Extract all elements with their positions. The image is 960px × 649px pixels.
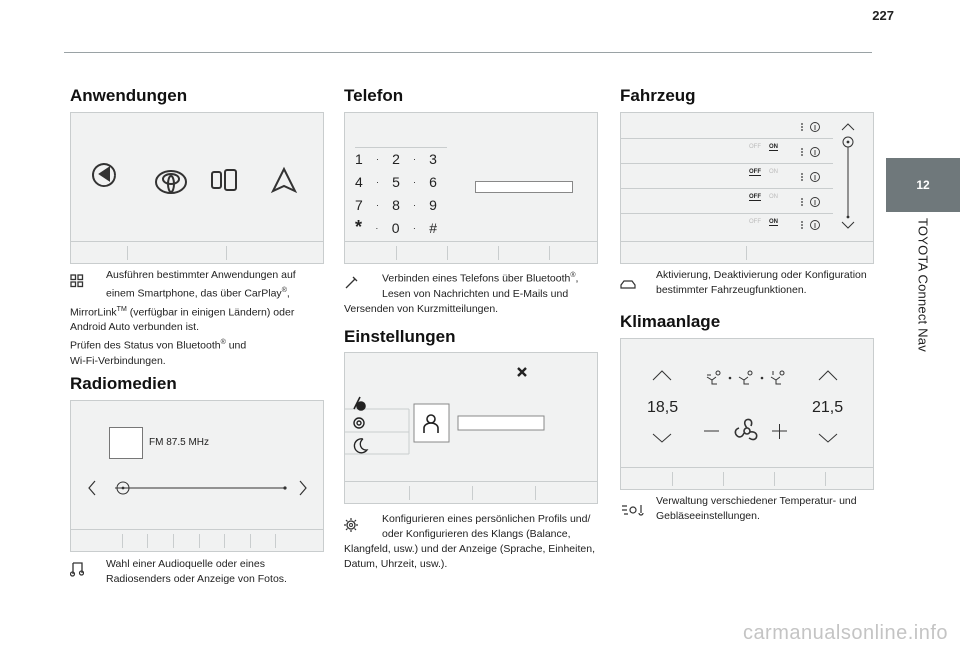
panel-tick xyxy=(825,472,826,486)
keypad xyxy=(355,147,437,239)
panel-tick xyxy=(774,472,775,486)
key[interactable]: 2 xyxy=(392,150,400,167)
anwendungen-description xyxy=(70,268,330,369)
key[interactable]: * xyxy=(355,217,363,237)
panel-rule xyxy=(621,241,873,242)
chapter-tab[interactable] xyxy=(886,158,960,212)
temp-down-right-icon xyxy=(819,434,837,442)
desc-line: Datum, Uhrzeit, usw.). xyxy=(344,558,448,570)
panel-tick xyxy=(672,472,673,486)
panel-tick xyxy=(127,246,128,260)
toggle-off[interactable]: OFF xyxy=(749,219,761,225)
number-display xyxy=(475,181,573,193)
display-settings-icon xyxy=(354,418,364,428)
fan-icon xyxy=(735,419,756,439)
desc-line: Prüfen des Status von Bluetooth® und xyxy=(70,339,247,352)
gear-icon xyxy=(344,518,358,532)
key[interactable]: 1 xyxy=(355,150,363,167)
panel-rule xyxy=(345,241,597,242)
chapter-side-title xyxy=(886,218,960,378)
telefon-description xyxy=(344,268,604,317)
header-rule xyxy=(64,52,872,53)
car-icon xyxy=(620,279,636,291)
panel-rule xyxy=(345,481,597,482)
panel-tick xyxy=(147,534,148,548)
desc-line: bestimmter Fahrzeugfunktionen. xyxy=(656,284,807,296)
temperature-left[interactable]: 18,5 xyxy=(647,399,679,416)
info-icon xyxy=(811,123,820,230)
apps-grid-icon xyxy=(70,274,84,288)
android-auto-icon xyxy=(273,169,295,191)
panel-tick xyxy=(746,246,747,260)
radiomedien-title: Radiomedien xyxy=(70,374,177,393)
toggle-on[interactable]: ON xyxy=(769,144,778,150)
watermark: carmanualsonline.info xyxy=(742,622,948,644)
panel-tick xyxy=(498,246,499,260)
panel-rule xyxy=(621,467,873,468)
panel-tick xyxy=(250,534,251,548)
anwendungen-panel xyxy=(70,112,324,264)
desc-line: Wahl einer Audioquelle oder eines xyxy=(106,558,265,570)
einstellungen-panel xyxy=(344,352,598,504)
desc-line: Lesen von Nachrichten und E-Mails und xyxy=(382,287,569,300)
anwendungen-icons xyxy=(71,113,325,241)
klimaanlage-title: Klimaanlage xyxy=(620,312,721,331)
panel-tick xyxy=(173,534,174,548)
panel-tick xyxy=(535,486,536,500)
desc-line: Verbinden eines Telefons über Bluetooth®, xyxy=(382,272,579,285)
settings-screen xyxy=(345,353,599,481)
fahrzeug-panel xyxy=(620,112,874,264)
toggle-off[interactable]: OFF xyxy=(749,169,761,175)
vehicle-controls xyxy=(621,113,875,241)
more-options-icon xyxy=(801,123,803,229)
key[interactable]: 3 xyxy=(429,150,437,167)
air-distribution-icon xyxy=(707,371,784,384)
keypad-row: 1 · 2 · 3 xyxy=(355,150,437,167)
keypad-separator xyxy=(355,147,447,148)
chevron-up-icon xyxy=(842,124,854,130)
sound-settings-icon xyxy=(354,397,365,410)
desc-line: Android Auto verbunden ist. xyxy=(70,321,200,333)
key[interactable]: # xyxy=(429,219,437,236)
panel-tick xyxy=(472,486,473,500)
key[interactable]: 4 xyxy=(355,173,363,190)
chapter-title: TOYOTA Connect Nav xyxy=(915,218,931,352)
telefon-panel xyxy=(344,112,598,264)
panel-tick xyxy=(122,534,123,548)
panel-tick xyxy=(447,246,448,260)
chapter-number: 12 xyxy=(916,178,930,192)
einstellungen-title: Einstellungen xyxy=(344,327,456,346)
mirrorlink-icon xyxy=(212,170,236,190)
panel-tick xyxy=(409,486,410,500)
toggle-on[interactable]: ON xyxy=(769,194,778,200)
key[interactable]: 9 xyxy=(429,196,437,213)
station-label: FM 87.5 MHz xyxy=(149,437,210,448)
telefon-title: Telefon xyxy=(344,86,404,105)
chevron-left-icon xyxy=(89,481,95,495)
toggle-on[interactable]: ON xyxy=(769,169,778,175)
desc-line: einem Smartphone, das über CarPlay®, xyxy=(106,287,290,300)
desc-line: MirrorLink™ (verfügbar in einigen Ländern) oder xyxy=(70,305,295,318)
radiomedien-panel xyxy=(70,400,324,552)
tuner-bar xyxy=(71,401,325,529)
climate-controls xyxy=(621,339,875,467)
desc-line: Versenden von Kurzmitteilungen. xyxy=(344,302,499,315)
temp-up-right-icon xyxy=(819,371,837,380)
phone-pen-icon xyxy=(344,276,358,290)
desc-line: Klangfeld, usw.) und der Anzeige (Sprache, Einheiten, xyxy=(344,543,595,555)
desc-line: Radiosenders oder Anzeige von Fotos. xyxy=(106,573,287,585)
key[interactable]: 5 xyxy=(392,173,400,190)
desc-line: Ausführen bestimmter Anwendungen auf xyxy=(106,269,296,281)
fan-increase-icon xyxy=(772,424,787,439)
temp-down-left-icon xyxy=(653,434,671,442)
desc-line: Verwaltung verschiedener Temperatur- und xyxy=(656,495,857,507)
page-number: 227 xyxy=(872,8,894,23)
panel-tick xyxy=(396,246,397,260)
desc-line: Konfigurieren eines persönlichen Profils und/ xyxy=(382,513,591,525)
key[interactable]: 8 xyxy=(392,196,400,213)
klimaanlage-description xyxy=(620,494,880,524)
panel-tick xyxy=(549,246,550,260)
anwendungen-title: Anwendungen xyxy=(70,86,188,105)
close-icon xyxy=(518,368,526,376)
desc-line: Aktivierung, Deaktivierung oder Konfiguration xyxy=(656,269,867,281)
key[interactable]: 0 xyxy=(391,219,400,236)
panel-tick xyxy=(723,472,724,486)
fahrzeug-title: Fahrzeug xyxy=(620,86,696,105)
carplay-icon xyxy=(93,164,115,186)
panel-tick xyxy=(199,534,200,548)
music-note-icon xyxy=(70,561,84,577)
panel-rule xyxy=(71,241,323,242)
keypad-row: 7 · 8 · 9 xyxy=(355,196,437,213)
einstellungen-description xyxy=(344,512,604,572)
temperature-right[interactable]: 21,5 xyxy=(812,399,844,416)
keypad-row: * · 0 · # xyxy=(355,217,437,237)
toggle-off[interactable]: OFF xyxy=(749,194,761,200)
keypad-row: 4 · 5 · 6 xyxy=(355,173,437,190)
panel-tick xyxy=(275,534,276,548)
toggle-off[interactable]: OFF xyxy=(749,144,761,150)
night-mode-icon xyxy=(354,439,367,453)
desc-line: oder Konfigurieren des Klangs (Balance, xyxy=(382,528,571,540)
climate-icon xyxy=(620,503,646,517)
key[interactable]: 6 xyxy=(429,173,437,190)
klimaanlage-panel xyxy=(620,338,874,490)
panel-tick xyxy=(226,246,227,260)
chevron-right-icon xyxy=(300,481,306,495)
temp-up-left-icon xyxy=(653,371,671,380)
desc-line: Wi-Fi-Verbindungen. xyxy=(70,354,166,367)
radiomedien-description xyxy=(70,557,330,587)
toggle-on[interactable]: ON xyxy=(769,219,778,225)
panel-rule xyxy=(71,529,323,530)
key[interactable]: 7 xyxy=(355,196,363,213)
fahrzeug-description xyxy=(620,268,880,298)
desc-line: Gebläseeinstellungen. xyxy=(656,510,760,522)
chevron-down-icon xyxy=(842,222,854,228)
toyota-logo-icon xyxy=(156,171,186,193)
panel-tick xyxy=(224,534,225,548)
